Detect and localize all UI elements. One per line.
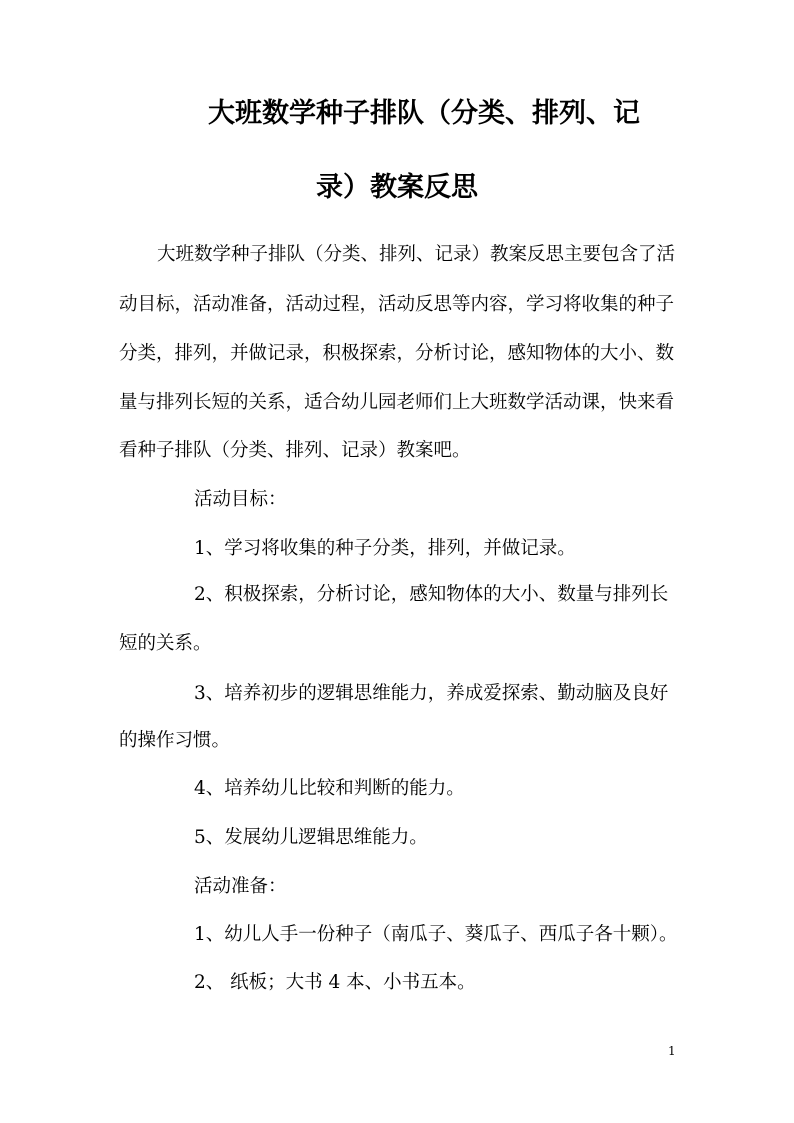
intro-paragraph-line: 看种子排队（分类、排列、记录）教案吧。 bbox=[119, 440, 471, 461]
section-heading-preparation: 活动准备： bbox=[194, 876, 287, 897]
intro-paragraph-line: 分类，排列，并做记录，积极探索，分析讨论，感知物体的大小、数 bbox=[119, 343, 675, 364]
goal-item: 3、培养初步的逻辑思维能力，养成爱探索、勤动脑及良好 bbox=[194, 683, 669, 704]
goal-item-continuation: 的操作习惯。 bbox=[119, 730, 231, 751]
goal-item: 5、发展幼儿逻辑思维能力。 bbox=[194, 827, 428, 848]
goal-item: 2、积极探索，分析讨论，感知物体的大小、数量与排列长 bbox=[194, 584, 669, 605]
preparation-item: 2、 纸板；大书 4 本、小书五本。 bbox=[194, 972, 476, 993]
preparation-item: 1、幼儿人手一份种子（南瓜子、葵瓜子、西瓜子各十颗）。 bbox=[194, 924, 678, 945]
intro-paragraph-line: 动目标，活动准备，活动过程，活动反思等内容，学习将收集的种子 bbox=[119, 294, 675, 315]
goal-item: 1、学习将收集的种子分类，排列，并做记录。 bbox=[194, 538, 576, 559]
section-heading-goals: 活动目标： bbox=[194, 489, 287, 510]
intro-paragraph-line: 大班数学种子排队（分类、排列、记录）教案反思主要包含了活 bbox=[157, 244, 676, 265]
document-title-line-1: 大班数学种子排队（分类、排列、记 bbox=[208, 98, 640, 129]
goal-item: 4、培养幼儿比较和判断的能力。 bbox=[194, 778, 465, 799]
goal-item-continuation: 短的关系。 bbox=[119, 633, 212, 654]
document-title-line-2: 录）教案反思 bbox=[316, 172, 478, 203]
intro-paragraph-line: 量与排列长短的关系，适合幼儿园老师们上大班数学活动课，快来看 bbox=[119, 392, 675, 413]
page-number: 1 bbox=[668, 1044, 676, 1058]
